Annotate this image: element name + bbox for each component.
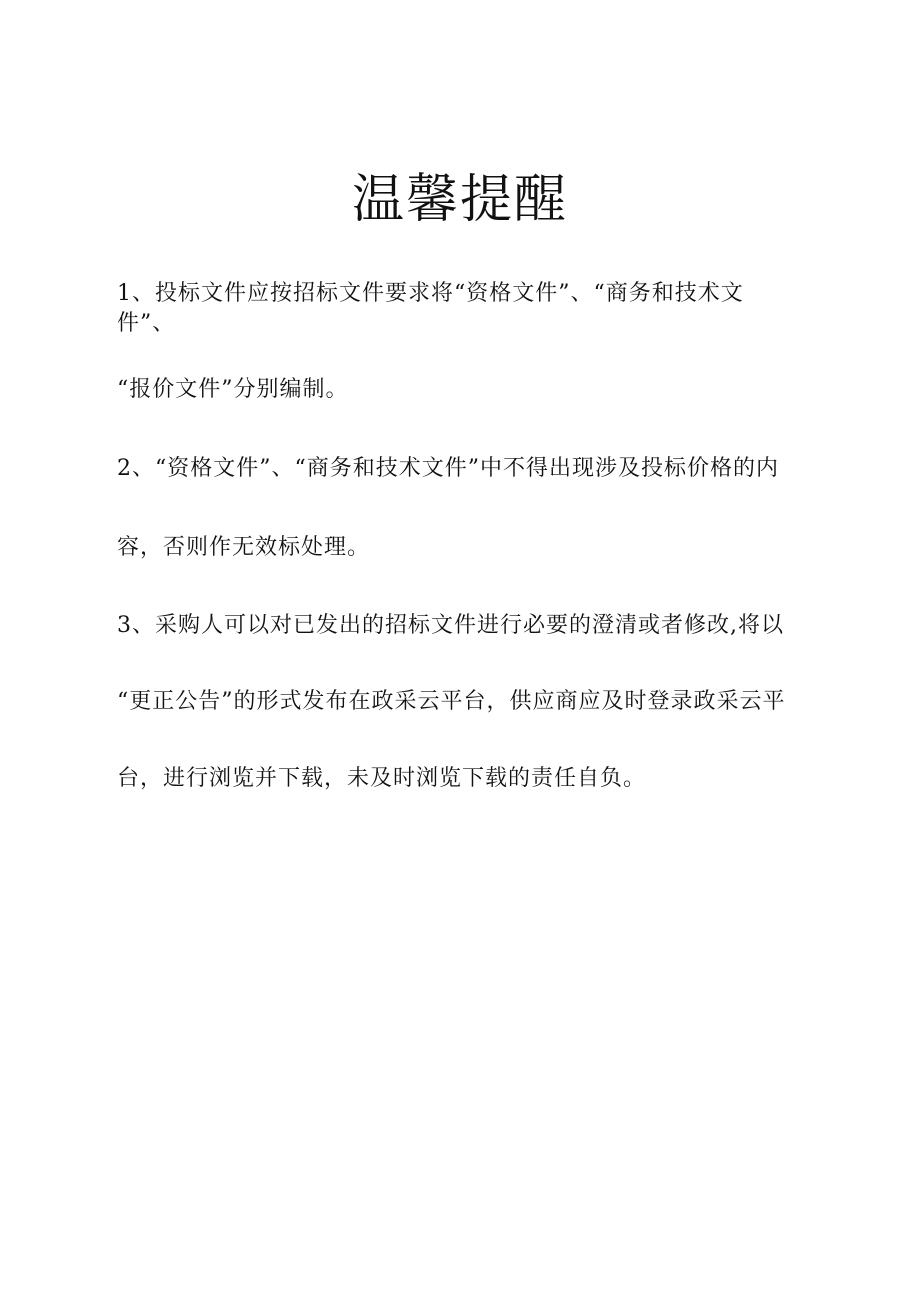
notice-line-4: 2、“资格文件”、“商务和技术文件”中不得出现涉及投标价格的内 bbox=[117, 456, 779, 481]
notice-line-5: 容，否则作无效标处理。 bbox=[117, 535, 371, 560]
notice-line-6: 3、采购人可以对已发出的招标文件进行必要的澄清或者修改,将以 bbox=[117, 613, 784, 638]
page-title: 温馨提醒 bbox=[351, 170, 568, 230]
notice-line-1: 1、投标文件应按招标文件要求将“资格文件”、“商务和技术文 bbox=[117, 281, 744, 306]
notice-line-7: “更正公告”的形式发布在政采云平台，供应商应及时登录政采云平 bbox=[117, 689, 786, 714]
notice-line-2: 件”、 bbox=[117, 311, 176, 336]
notice-line-8: 台，进行浏览并下载，未及时浏览下载的责任自负。 bbox=[117, 766, 647, 791]
notice-line-3: “报价文件”分别编制。 bbox=[117, 377, 349, 402]
